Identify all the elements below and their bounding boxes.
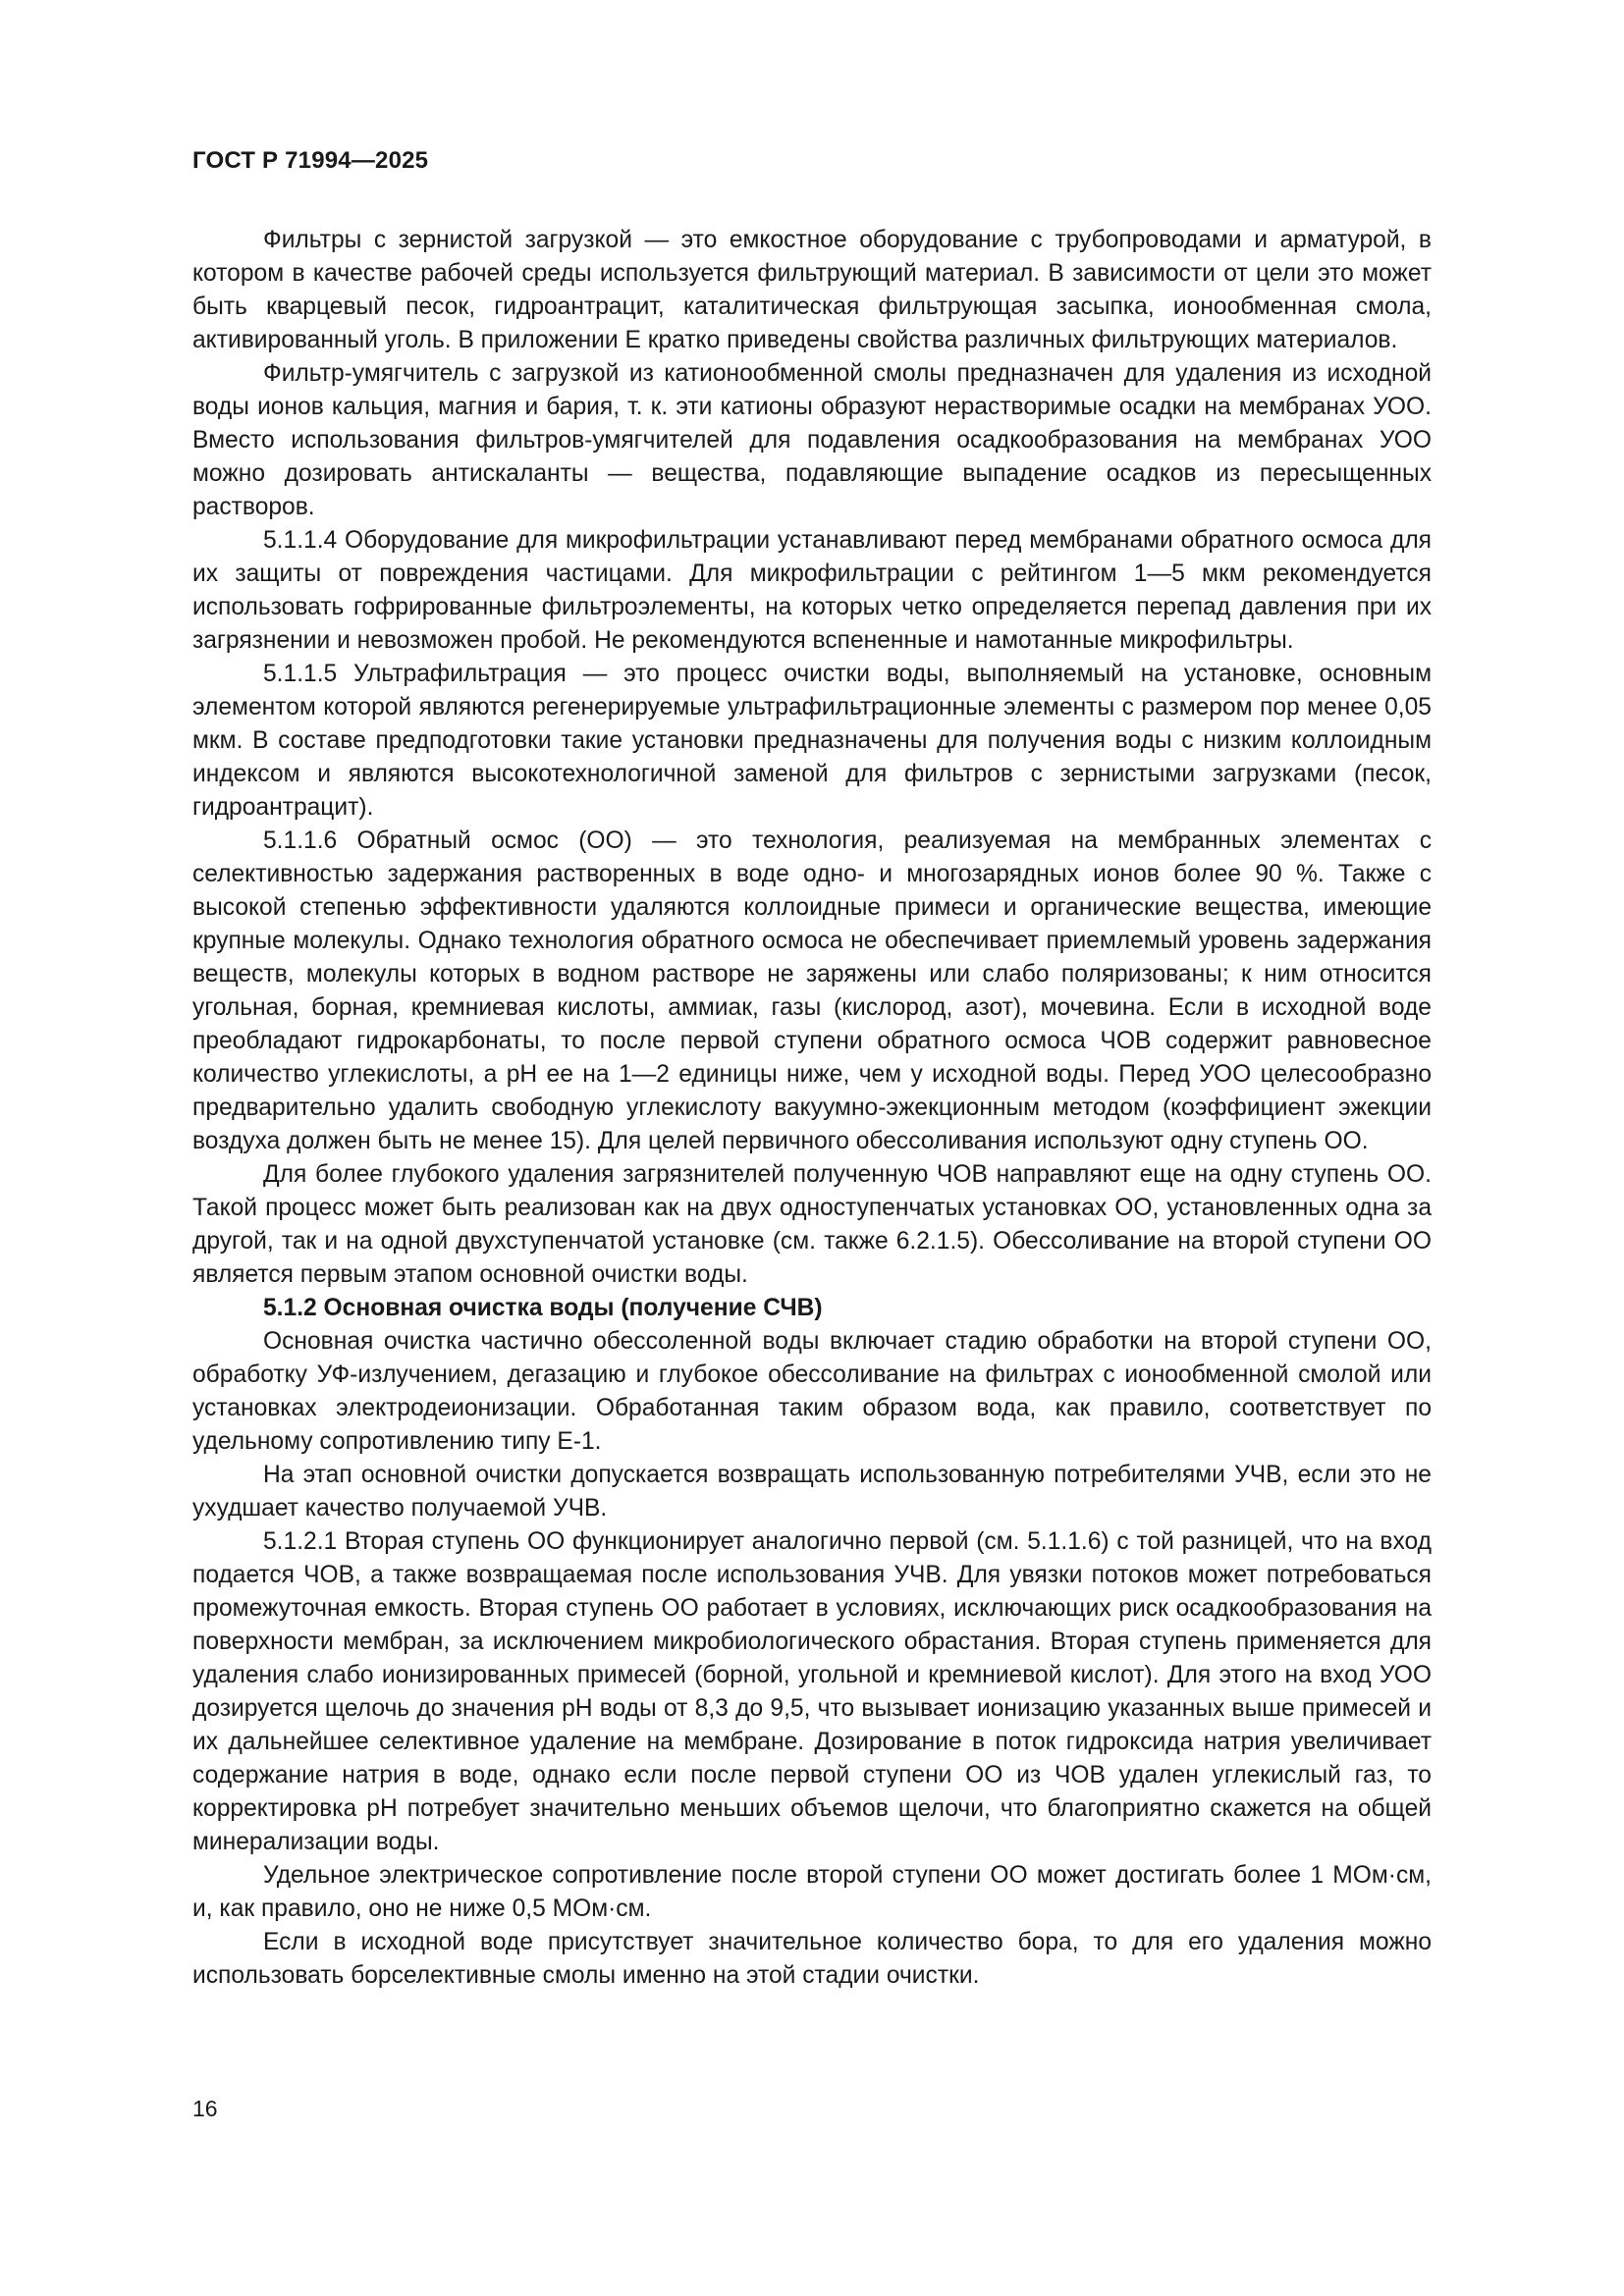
paragraph-softener-filter: Фильтр-умягчитель с загрузкой из катионообменной смолы предназначен для удаления из исходной воды ионов кальция, магния и бария, т. к. эти катионы образуют нерастворимые осадки на мембранах УОО. Вместо использования фильтров-умягчителей для подавления осадкообразования на мембранах УОО можно дозировать антискаланты — вещества, подавляющие выпадение осадков из пересыщенных растворов.: [192, 360, 1432, 520]
paragraph-main-purification: Основная очистка частично обессоленной воды включает стадию обработки на второй ступени ОО, обработку УФ-излучением, дегазацию и глубокое обессоливание на фильтрах с ионообменной смолой или установках электродеионизации. Обработанная таким образом вода, как правило, соответствует по удельному сопротивлению типу Е-1.: [192, 1328, 1432, 1455]
page-number: 16: [192, 2096, 218, 2121]
paragraph-5-1-1-5: 5.1.1.5 Ультрафильтрация — это процесс очистки воды, выполняемый на установке, основным элементом которой являются регенерируемые ультрафильтрационные элементы с размером пор менее 0,05 мкм. В составе предподготовки такие установки предназначены для получения воды с низким коллоидным индексом и являются высокотехнологичной заменой для фильтров с зернистыми загрузками (песок, гидроантрацит).: [192, 661, 1432, 821]
paragraph-return-water: На этап основной очистки допускается возвращать использованную потребителями УЧВ, если это не ухудшает качество получаемой УЧВ.: [192, 1462, 1432, 1522]
document-code-header: ГОСТ Р 71994—2025: [192, 147, 429, 174]
paragraph-5-1-1-6: 5.1.1.6 Обратный осмос (ОО) — это технология, реализуемая на мембранных элементах с селективностью задержания растворенных в воде одно- и многозарядных ионов более 90 %. Также с высокой степенью эффективности удаляются коллоидные примеси и органические вещества, имеющие крупные молекулы. Однако технология обратного осмоса не обеспечивает приемлемый уровень задержания веществ, молекулы которых в водном растворе не заряжены или слабо поляризованы; к ним относится угольная, борная, кремниевая кислоты, аммиак, газы (кислород, азот), мочевина. Если в исходной воде преобладают гидрокарбонаты, то после первой ступени обратного осмоса ЧОВ содержит равновесное количество углекислоты, а pH ее на 1—2 единицы ниже, чем у исходной воды. Перед УОО целесообразно предварительно удалить свободную углекислоту вакуумно-эжекционным методом (коэффициент эжекции воздуха должен быть не менее 15). Для целей первичного обессоливания используют одну ступень ОО.: [192, 828, 1432, 1154]
paragraph-resistivity: Удельное электрическое сопротивление после второй ступени ОО может достигать более 1 МОм·см, и, как правило, оно не ниже 0,5 МОм·см.: [192, 1862, 1432, 1922]
paragraph-boron: Если в исходной воде присутствует значительное количество бора, то для его удаления можно использовать борселективные смолы именно на этой стадии очистки.: [192, 1929, 1432, 1989]
section-heading-5-1-2: 5.1.2 Основная очистка воды (получение СЧВ): [263, 1295, 823, 1321]
paragraph-5-1-2-1: 5.1.2.1 Вторая ступень ОО функционирует аналогично первой (см. 5.1.1.6) с той разницей, что на вход подается ЧОВ, а также возвращаемая после использования УЧВ. Для увязки потоков может потребоваться промежуточная емкость. Вторая ступень ОО работает в условиях, исключающих риск осадкообразования на поверхности мембран, за исключением микробиологического обрастания. Вторая ступень применяется для удаления слабо ионизированных примесей (борной, угольной и кремниевой кислот). Для этого на вход УОО дозируется щелочь до значения pH воды от 8,3 до 9,5, что вызывает ионизацию указанных выше примесей и их дальнейшее селективное удаление на мембране. Дозирование в поток гидроксида натрия увеличивает содержание натрия в воде, однако если после первой ступени ОО из ЧОВ удален углекислый газ, то корректировка pH потребует значительно меньших объемов щелочи, что благоприятно скажется на общей минерализации воды.: [192, 1528, 1432, 1855]
paragraph-deep-removal: Для более глубокого удаления загрязнителей полученную ЧОВ направляют еще на одну ступень ОО. Такой процесс может быть реализован как на двух одноступенчатых установках ОО, установленных одна за другой, так и на одной двухступенчатой установке (см. также 6.2.1.5). Обессоливание на второй ступени ОО является первым этапом основной очистки воды.: [192, 1161, 1432, 1288]
body-text: [192, 224, 1432, 1993]
paragraph-5-1-1-4: 5.1.1.4 Оборудование для микрофильтрации устанавливают перед мембранами обратного осмоса для их защиты от повреждения частицами. Для микрофильтрации с рейтингом 1—5 мкм рекомендуется использовать гофрированные фильтроэлементы, на которых четко определяется перепад давления при их загрязнении и невозможен пробой. Не рекомендуются вспененные и намотанные микрофильтры.: [192, 527, 1432, 654]
paragraph-filters-granular: Фильтры с зернистой загрузкой — это емкостное оборудование с трубопроводами и арматурой, в котором в качестве рабочей среды используется фильтрующий материал. В зависимости от цели это может быть кварцевый песок, гидроантрацит, каталитическая фильтрующая засыпка, ионообменная смола, активированный уголь. В приложении Е кратко приведены свойства различных фильтрующих материалов.: [192, 227, 1432, 353]
